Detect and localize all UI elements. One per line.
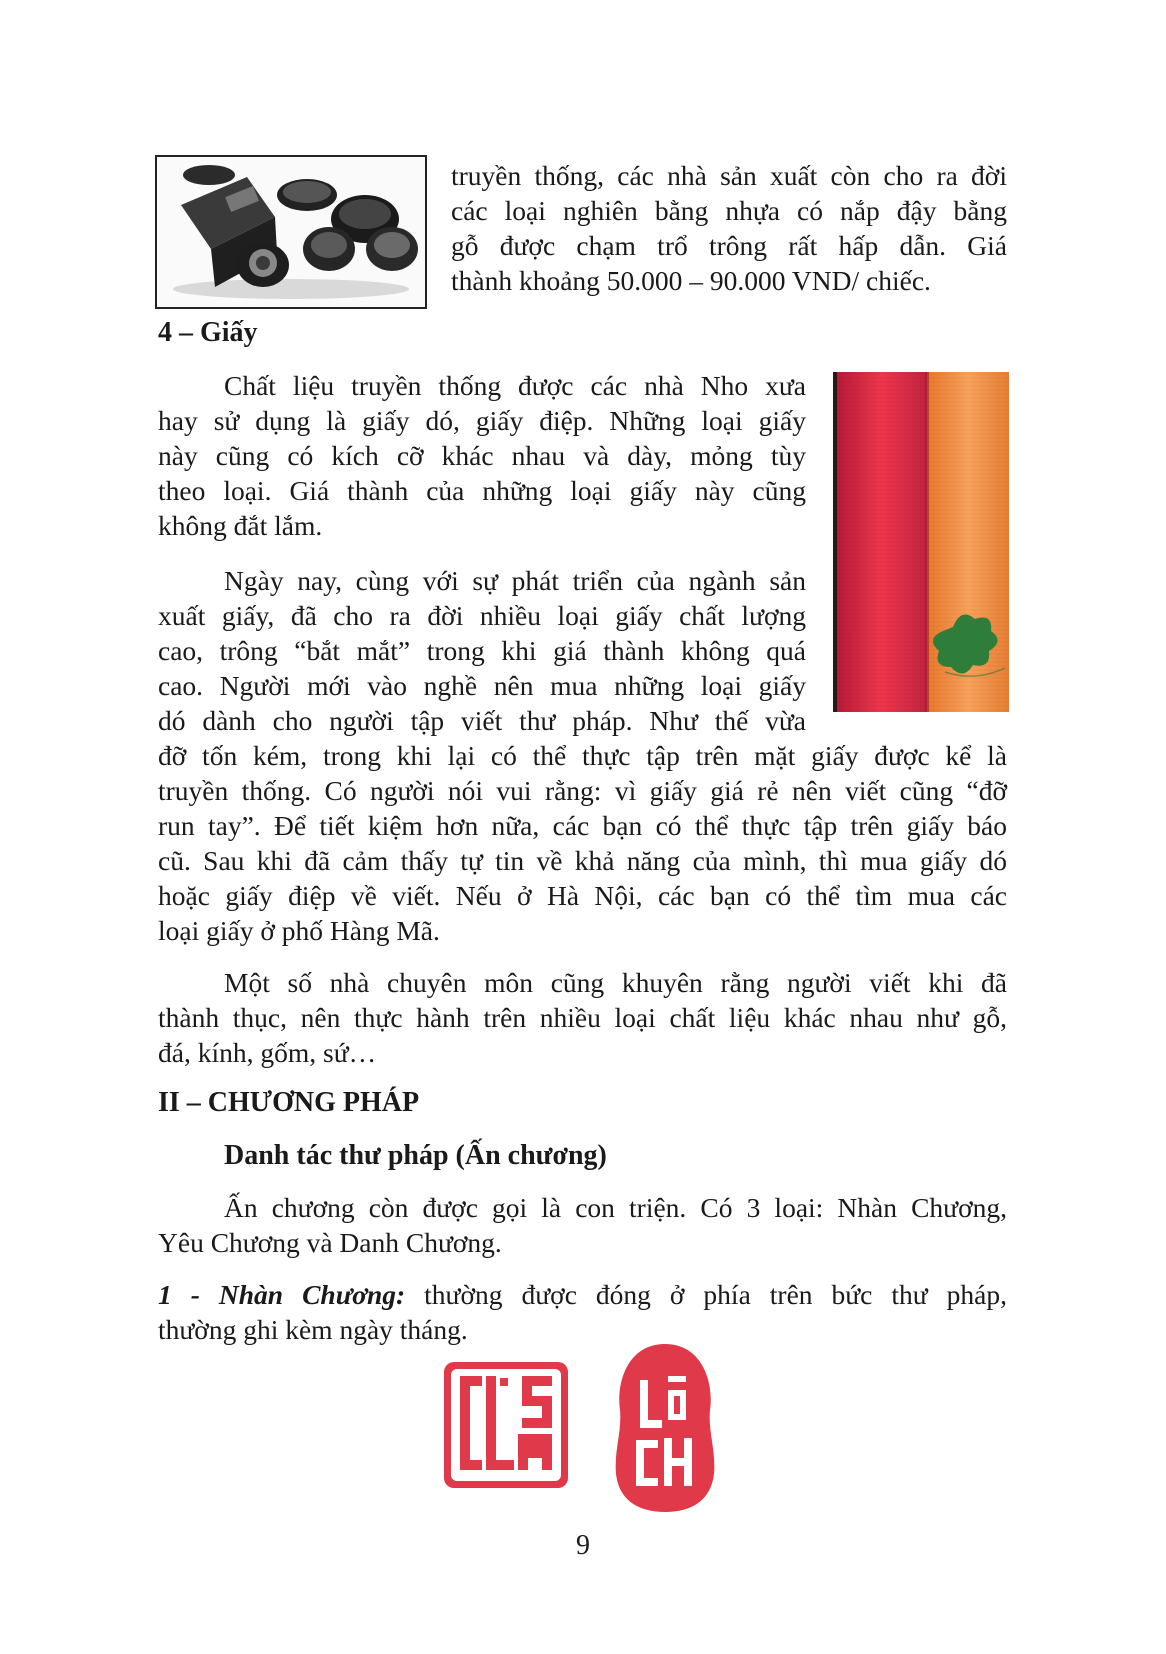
section-heading-seals: II – CHƯƠNG PHÁP <box>158 1087 420 1118</box>
text-line: các loại nghiên bằng nhựa có nắp đậy bằng <box>451 195 1007 226</box>
text-line: này cũng có kích cỡ khác nhau và dày, mỏng tùy <box>158 440 806 471</box>
oval-seal-graphic <box>610 1340 720 1516</box>
text-line: gỗ được chạm trổ trông rất hấp dẫn. Giá <box>451 230 1007 261</box>
text-line: thường ghi kèm ngày tháng. <box>158 1314 468 1345</box>
text-line: thành thục, nên thực hành trên nhiều loại chất liệu khác nhau như gỗ, <box>158 1002 1007 1033</box>
text-line: cao, trông “bắt mắt” trong khi giá thành không quá <box>158 635 806 666</box>
paper-paragraph-1 <box>158 368 806 543</box>
text-line: Một số nhà chuyên môn cũng khuyên rằng người viết khi đã <box>224 967 1007 998</box>
text-line: hay sử dụng là giấy dó, giấy điệp. Những loại giấy <box>158 405 806 436</box>
text-line: thành khoảng 50.000 – 90.000 VND/ chiếc. <box>451 265 931 296</box>
square-seal-graphic <box>440 1358 572 1492</box>
text-line: không đắt lắm. <box>158 510 323 541</box>
seal-type-1 <box>158 1277 1007 1347</box>
intro-paragraph <box>451 158 1007 298</box>
text-line: Ấn chương còn được gọi là con triện. Có 3 loại: Nhàn Chương, <box>224 1192 1007 1223</box>
paper-paragraph-3 <box>158 965 1007 1070</box>
text-line: hoặc giấy điệp về viết. Nếu ở Hà Nội, các bạn có thể tìm mua các <box>158 880 1007 911</box>
text-line: Ngày nay, cùng với sự phát triển của ngành sản <box>224 565 806 596</box>
seal-type-1-text: thường được đóng ở phía trên bức thư pháp, <box>405 1279 1007 1310</box>
text-line: Yêu Chương và Danh Chương. <box>158 1227 502 1258</box>
page-number: 9 <box>576 1530 590 1561</box>
paper-rolls-illustration <box>833 372 1009 712</box>
square-seal-image <box>440 1358 572 1492</box>
oval-seal-image <box>610 1340 720 1516</box>
text-line: đỡ tốn kém, trong khi lại có thể thực tập trên mặt giấy được kể là <box>158 740 1007 771</box>
text-line: truyền thống, các nhà sản xuất còn cho ra đời <box>451 160 1007 191</box>
paper-paragraph-2 <box>158 563 806 738</box>
text-line: xuất giấy, đã cho ra đời nhiều loại giấy chất lượng <box>158 600 806 631</box>
text-line: run tay”. Để tiết kiệm hơn nữa, các bạn có thể thực tập trên giấy báo <box>158 810 1007 841</box>
seal-type-1-label: 1 - Nhàn Chương: <box>158 1279 406 1310</box>
inkstone-photo <box>155 155 427 309</box>
paper-paragraph-2-continued <box>158 738 1007 948</box>
text-line: đá, kính, gốm, sứ… <box>158 1037 377 1068</box>
seals-paragraph-1 <box>158 1190 1007 1260</box>
section-heading-paper: 4 – Giấy <box>158 317 258 348</box>
text-line: dó dành cho người tập viết thư pháp. Như thế vừa <box>158 705 806 736</box>
text-line: cũ. Sau khi đã cảm thấy tự tin về khả năng của mình, thì mua giấy dó <box>158 845 1007 876</box>
text-line: truyền thống. Có người nói vui rằng: vì giấy giá rẻ nên viết cũng “đỡ <box>158 775 1007 806</box>
text-line: cao. Người mới vào nghề nên mua những loại giấy <box>158 670 806 701</box>
subheading-seal-works: Danh tác thư pháp (Ấn chương) <box>224 1140 607 1171</box>
text-line <box>158 1277 1007 1312</box>
inkstone-illustration <box>157 157 425 307</box>
text-line: Chất liệu truyền thống được các nhà Nho xưa <box>224 370 806 401</box>
text-line: theo loại. Giá thành của những loại giấy này cũng <box>158 475 806 506</box>
text-line: loại giấy ở phố Hàng Mã. <box>158 915 440 946</box>
paper-photo <box>833 372 1009 712</box>
